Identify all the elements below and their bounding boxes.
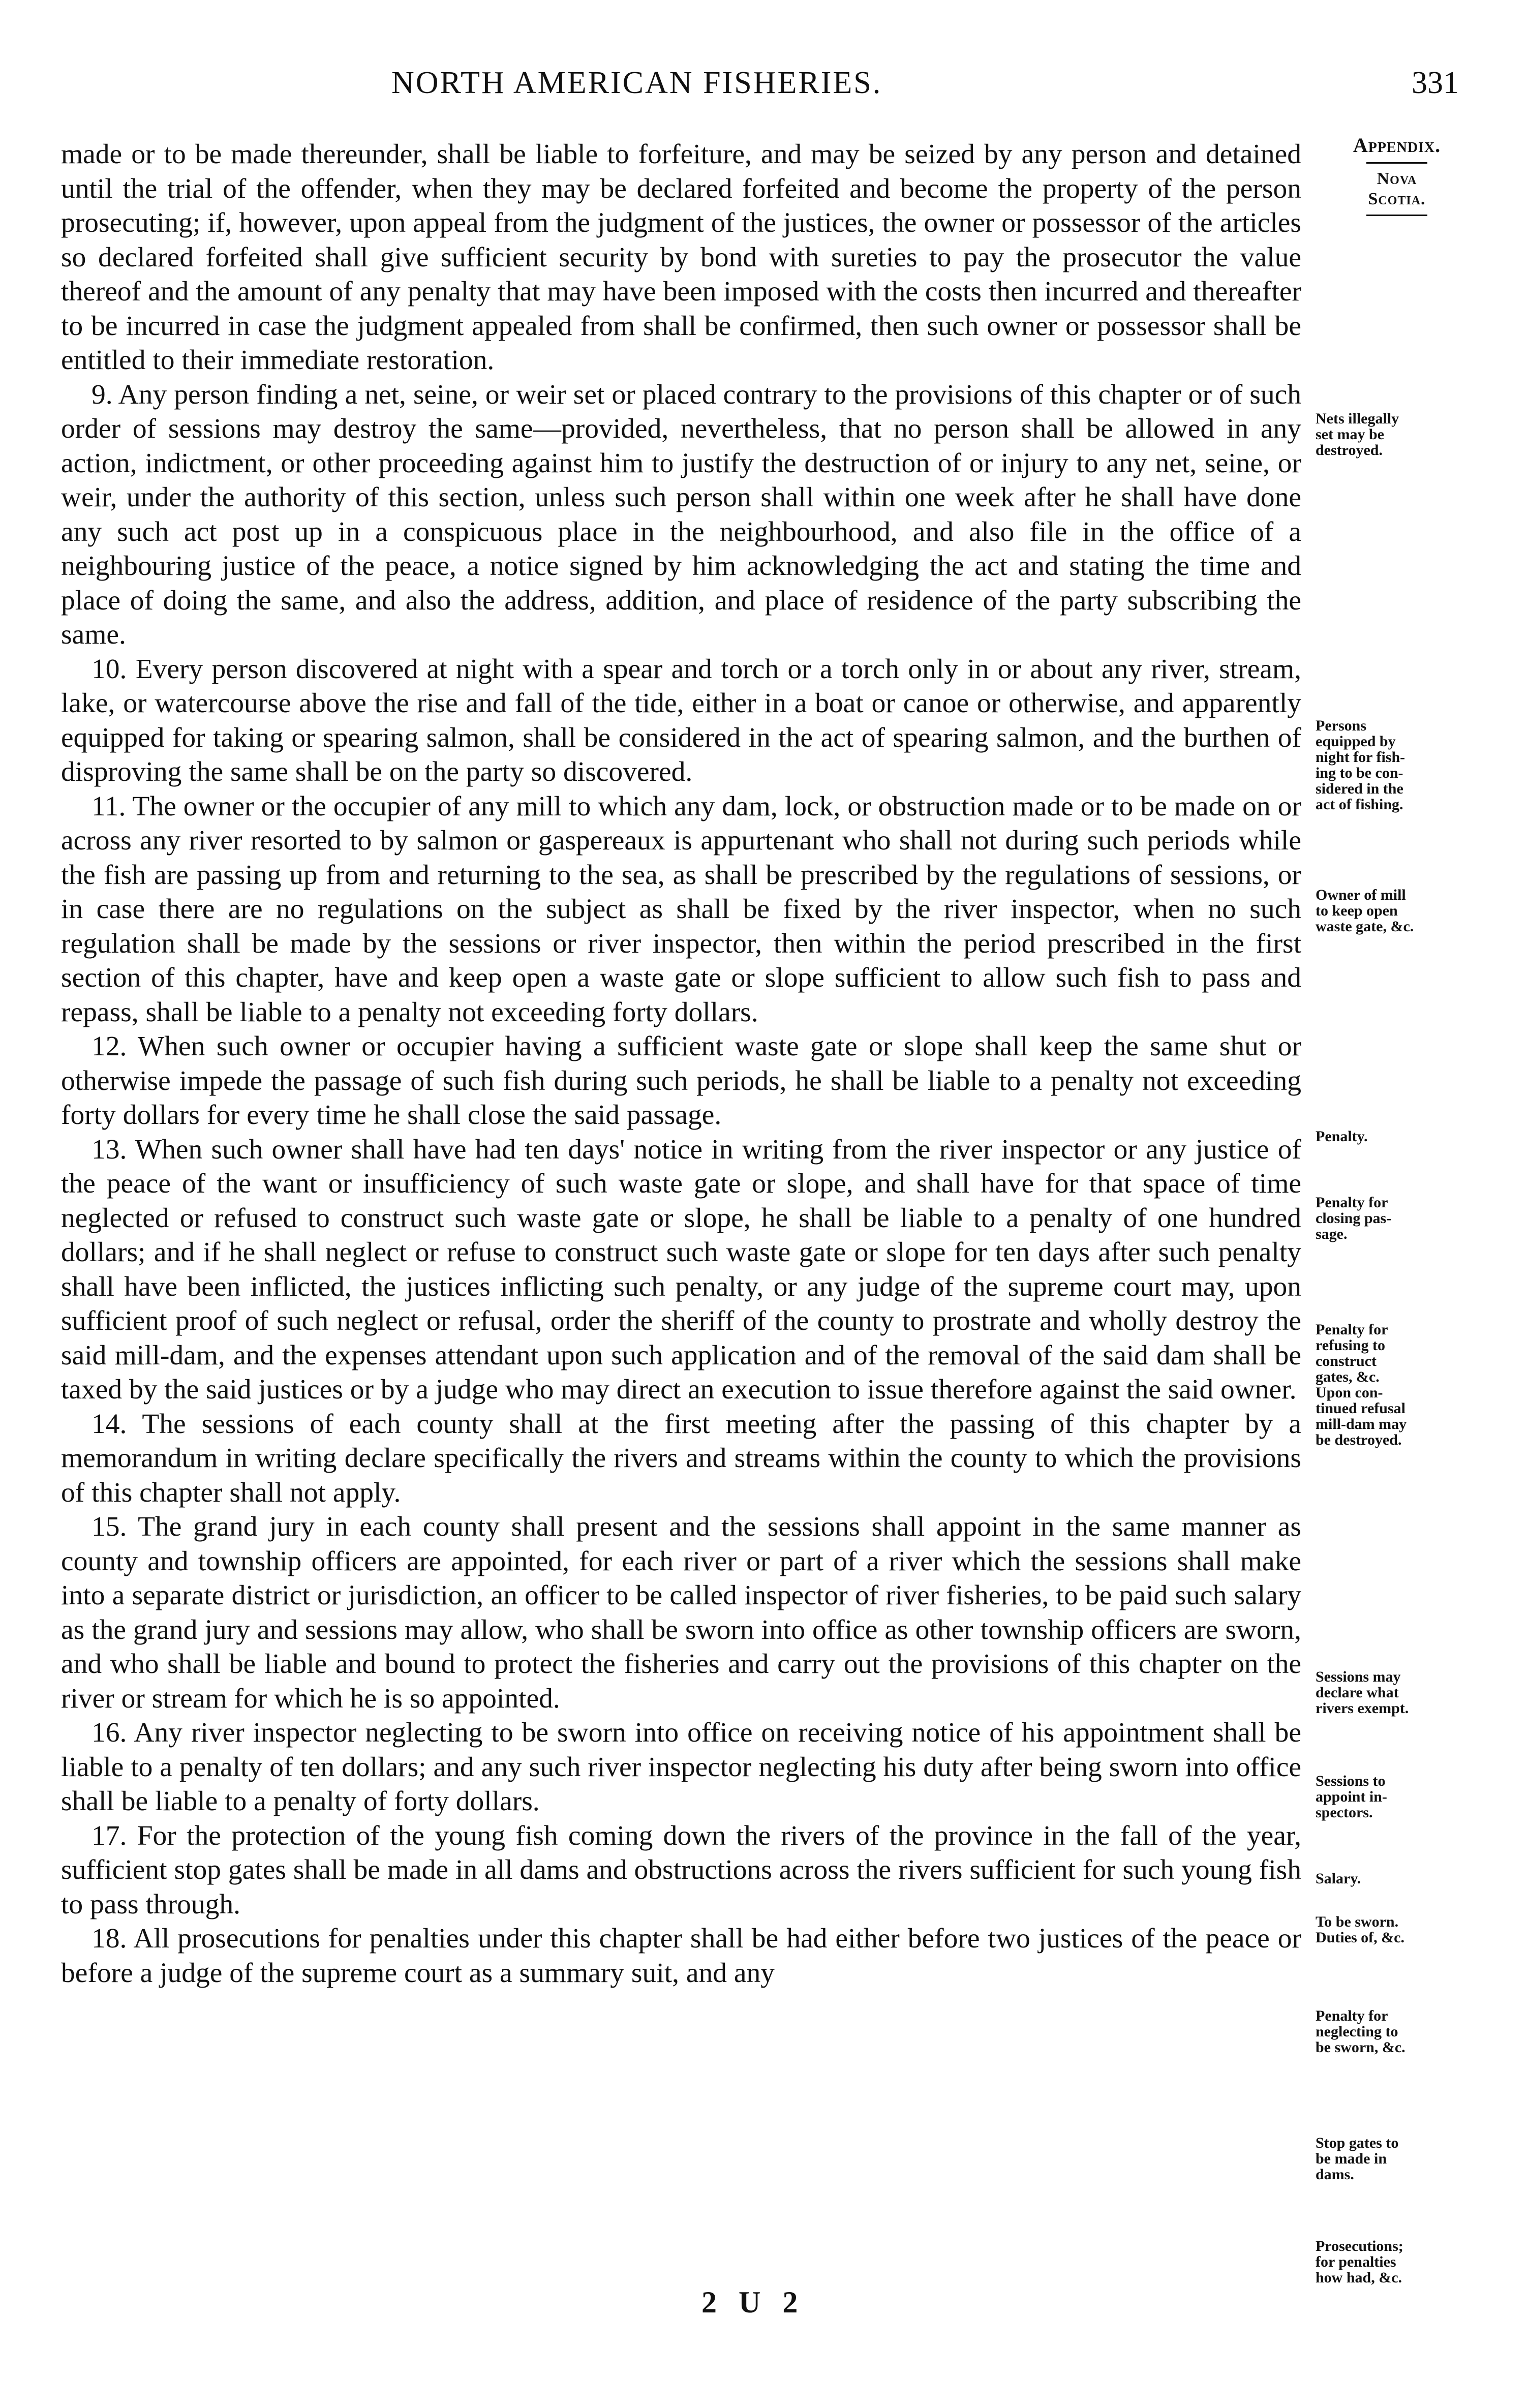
margin-note-sessions-inspectors: Sessions to appoint in- spectors. <box>1316 1773 1387 1821</box>
section-16: 16. Any river inspector neglecting to be sworn into office on receiving notice of his appointment shall be liable to a penalty of ten dollars; and any such river inspector neglecting his duty after being sworn into office shall be liable to a penalty of forty dollars. <box>61 1717 1301 1817</box>
appendix-rule <box>1366 162 1427 164</box>
margin-note-closing-passage: Penalty for closing pas- sage. <box>1316 1194 1392 1242</box>
appendix-label: Appendix. <box>1353 134 1441 157</box>
section-14: 14. The sessions of each county shall at the first meeting after the passing of this chapter by a memorandum in writing declare specifically the rivers and streams within the county to which the provisions of this chapter shall not apply. <box>61 1408 1301 1508</box>
margin-note-prosecutions: Prosecutions; for penalties how had, &c. <box>1316 2238 1403 2286</box>
margin-note-refusing-gates: Penalty for refusing to construct gates, &c. Upon con- tinued refusal mill-dam may be destroyed. <box>1316 1321 1407 1448</box>
margin-note-persons-equipped: Persons equipped by night for fish- ing to be con- sidered in the act of fishing. <box>1316 717 1405 813</box>
margin-note-penalty: Penalty. <box>1316 1128 1368 1145</box>
section-11: 11. The owner or the occupier of any mill to which any dam, lock, or obstruction made or to be made on or across any river resorted to by salmon or gaspereaux is appurtenant who shall not during such periods while the fish are passing up from and returning to the sea, as shall be prescribed by the regulations of sessions, or in case there are no regulations on the subject as shall be fixed by the river inspector, when no such regulation shall be made by the sessions or river inspector, then within the period prescribed in the first section of this chapter, have and keep open a waste gate or slope sufficient to allow such fish to pass and repass, shall be liable to a penalty not exceeding forty dollars. <box>61 790 1301 1028</box>
appendix-rule-bottom <box>1366 215 1427 216</box>
appendix-section-line1: Nova <box>1377 169 1417 188</box>
signature-mark: 2 U 2 <box>701 2285 805 2319</box>
margin-note-sessions-exempt: Sessions may declare what rivers exempt. <box>1316 1668 1409 1717</box>
section-15: 15. The grand jury in each county shall present and the sessions shall appoint in the same manner as county and township officers are appointed, for each river or part of a river which the sessions shall make into a separate district or jurisdiction, an officer to be called inspector of river fisheries, to be paid such salary as the grand jury and sessions may allow, who shall be sworn into office as other township officers are sworn, and who shall be liable and bound to protect the fisheries and carry out the provisions of this chapter on the river or stream for which he is so appointed. <box>61 1511 1301 1714</box>
page-number: 331 <box>1412 66 1459 100</box>
section-12: 12. When such owner or occupier having a sufficient waste gate or slope shall keep the same shut or otherwise impede the passage of such fish during such periods, he shall be liable to a penalty not exceeding forty dollars for every time he shall close the said passage. <box>61 1031 1301 1131</box>
margin-note-sworn-duties: To be sworn. Duties of, &c. <box>1316 1913 1404 1946</box>
section-10: 10. Every person discovered at night with a spear and torch or a torch only in or about any river, stream, lake, or watercourse above the rise and fall of the tide, either in a boat or canoe or otherwise, and apparently equipped for taking or spearing salmon, shall be considered in the act of spearing salmon, and the burthen of disproving the same shall be on the party so discovered. <box>61 653 1301 787</box>
body-text <box>61 137 1301 1990</box>
paragraph-continuation: made or to be made thereunder, shall be liable to forfeiture, and may be seized by any person and detained until the trial of the offender, when they may be declared forfeited and become the property of the person prosecuting; if, however, upon appeal from the judgment of the justices, the owner or possessor of the articles so declared forfeited shall give sufficient security by bond with sureties to pay the prosecutor the value thereof and the amount of any penalty that may have been imposed with the costs then incurred and thereafter to be incurred in case the judgment appealed from shall be confirmed, then such owner or possessor shall be entitled to their immediate restoration. <box>61 139 1301 376</box>
margin-note-salary: Salary. <box>1316 1870 1361 1887</box>
margin-note-neglecting-sworn: Penalty for neglecting to be sworn, &c. <box>1316 2007 1405 2056</box>
appendix-marker <box>1316 133 1478 221</box>
appendix-section-line2: Scotia. <box>1368 190 1426 208</box>
section-18: 18. All prosecutions for penalties under this chapter shall be had either before two justices of the peace or before a judge of the supreme court as a summary suit, and any <box>61 1923 1301 1989</box>
section-9: 9. Any person finding a net, seine, or weir set or placed contrary to the provisions of this chapter or of such order of sessions may destroy the same—provided, nevertheless, that no person shall be allowed in any action, indictment, or other proceeding against him to justify the destruction of or injury to any net, seine, or weir, under the authority of this section, unless such person shall within one week after he shall have done any such act post up in a conspicuous place in the neighbourhood, and also file in the office of a neighbouring justice of the peace, a notice signed by him acknowledging the act and stating the time and place of doing the same, and also the address, addition, and place of residence of the party subscribing the same. <box>61 379 1301 650</box>
section-13: 13. When such owner shall have had ten days' notice in writing from the river inspector or any justice of the peace of the want or insufficiency of such waste gate or slope, and shall have for that space of time neglected or refused to construct such waste gate or slope, he shall be liable to a penalty of one hundred dollars; and if he shall neglect or refuse to construct such waste gate or slope for ten days after such penalty shall have been inflicted, the justices inflicting such penalty, or any judge of the supreme court may, upon sufficient proof of such neglect or refusal, order the sheriff of the county to prostrate and wholly destroy the said mill-dam, and the expenses attendant upon such application and of the removal of the said dam shall be taxed by the said justices or by a judge who may direct an execution to issue therefore against the said owner. <box>61 1134 1301 1405</box>
section-17: 17. For the protection of the young fish coming down the rivers of the province in the fall of the year, sufficient stop gates shall be made in all dams and obstructions across the rivers sufficient for such young fish to pass through. <box>61 1820 1301 1920</box>
margin-note-owner-of-mill: Owner of mill to keep open waste gate, &c. <box>1316 887 1414 935</box>
page-header <box>61 65 1459 121</box>
running-title: NORTH AMERICAN FISHERIES. <box>391 66 882 100</box>
margin-note-nets: Nets illegally set may be destroyed. <box>1316 410 1399 459</box>
margin-note-stop-gates: Stop gates to be made in dams. <box>1316 2135 1399 2183</box>
